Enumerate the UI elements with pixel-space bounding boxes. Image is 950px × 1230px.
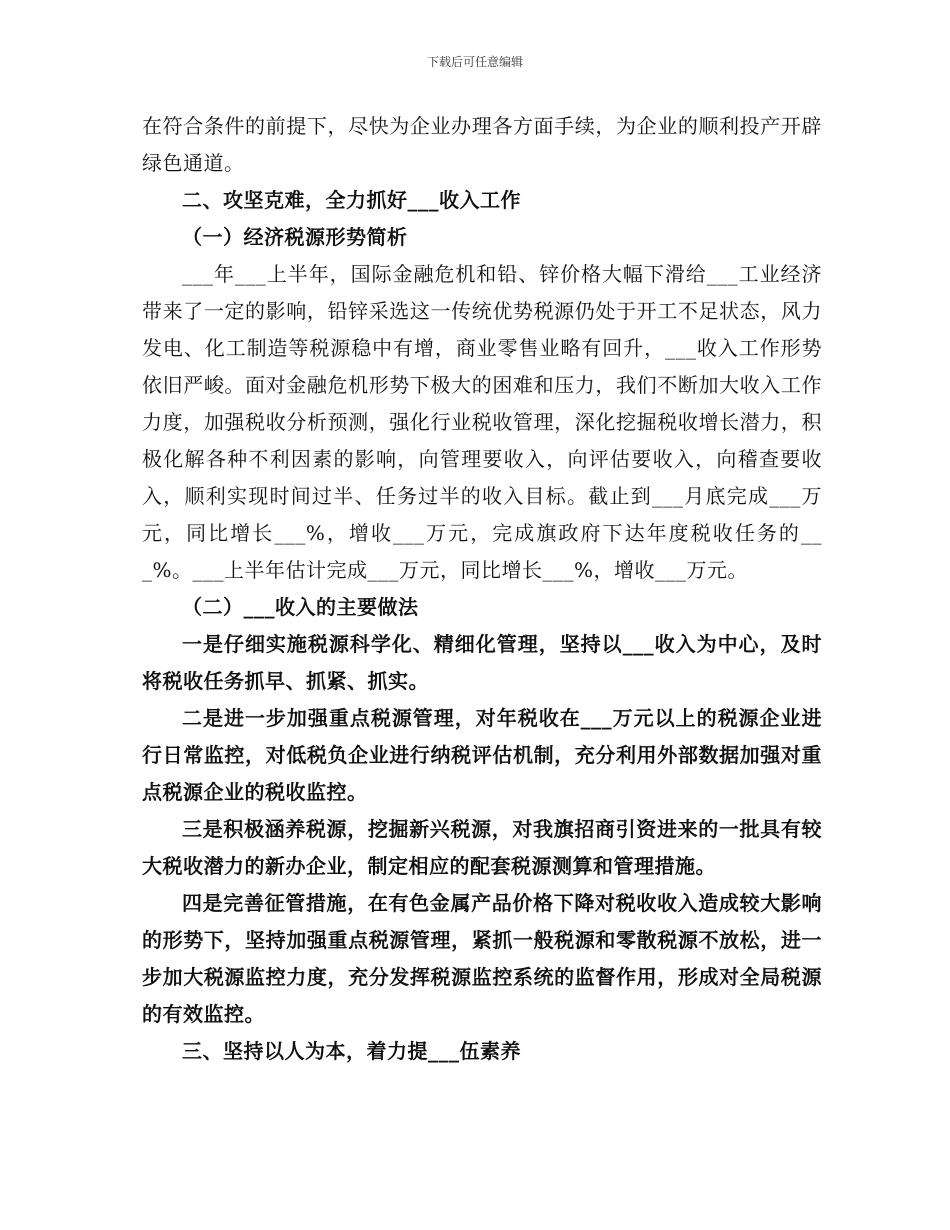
section-heading-3: 三、坚持以人为本，着力提___伍素养: [182, 1039, 521, 1063]
page-header: 下载后可任意编辑: [426, 55, 523, 69]
paragraph-intro: 在符合条件的前提下，尽快为企业办理各方面手续，为企业的顺利投产开辟绿色通道。: [142, 114, 822, 175]
measure-item-1: 一是仔细实施税源科学化、精细化管理，坚持以___收入为中心，及时将税收任务抓早、抓紧、抓实。: [142, 632, 822, 693]
subsection-heading-2: （二）___收入的主要做法: [182, 595, 419, 619]
document-body: [142, 108, 822, 1070]
paragraph-economy: ___年___上半年，国际金融危机和铅、锌价格大幅下滑给___工业经济带来了一定的影响，铅锌采选这一传统优势税源仍处于开工不足状态，风力发电、化工制造等税源稳中有增，商业零售业略有回升，___收入工作形势依旧严峻。面对金融危机形势下极大的困难和压力，我们不断加大收入工作力度，加强税收分析预测，强化行业税收管理，深化挖掘税收增长潜力，积极化解各种不利因素的影响，向管理要收入，向评估要收入，向稽查要收入，顺利实现时间过半、任务过半的收入目标。截止到___月底完成___万元，同比增长___%，增收___万元，完成旗政府下达年度税收任务的___%。___上半年估计完成___万元，同比增长___%，增收___万元。: [142, 262, 822, 582]
measure-item-2: 二是进一步加强重点税源管理，对年税收在___万元以上的税源企业进行日常监控，对低税负企业进行纳税评估机制，充分利用外部数据加强对重点税源企业的税收监控。: [142, 706, 822, 804]
section-heading-2: 二、攻坚克难，全力抓好___收入工作: [182, 188, 521, 212]
measure-item-4: 四是完善征管措施，在有色金属产品价格下降对税收收入造成较大影响的形势下，坚持加强重点税源管理，紧抓一般税源和零散税源不放松，进一步加大税源监控力度，充分发挥税源监控系统的监督作用，形成对全局税源的有效监控。: [142, 891, 822, 1026]
subsection-heading-1: （一）经济税源形势简析: [182, 225, 408, 249]
measure-item-3: 三是积极涵养税源，挖掘新兴税源，对我旗招商引资进来的一批具有较大税收潜力的新办企业，制定相应的配套税源测算和管理措施。: [142, 817, 822, 878]
